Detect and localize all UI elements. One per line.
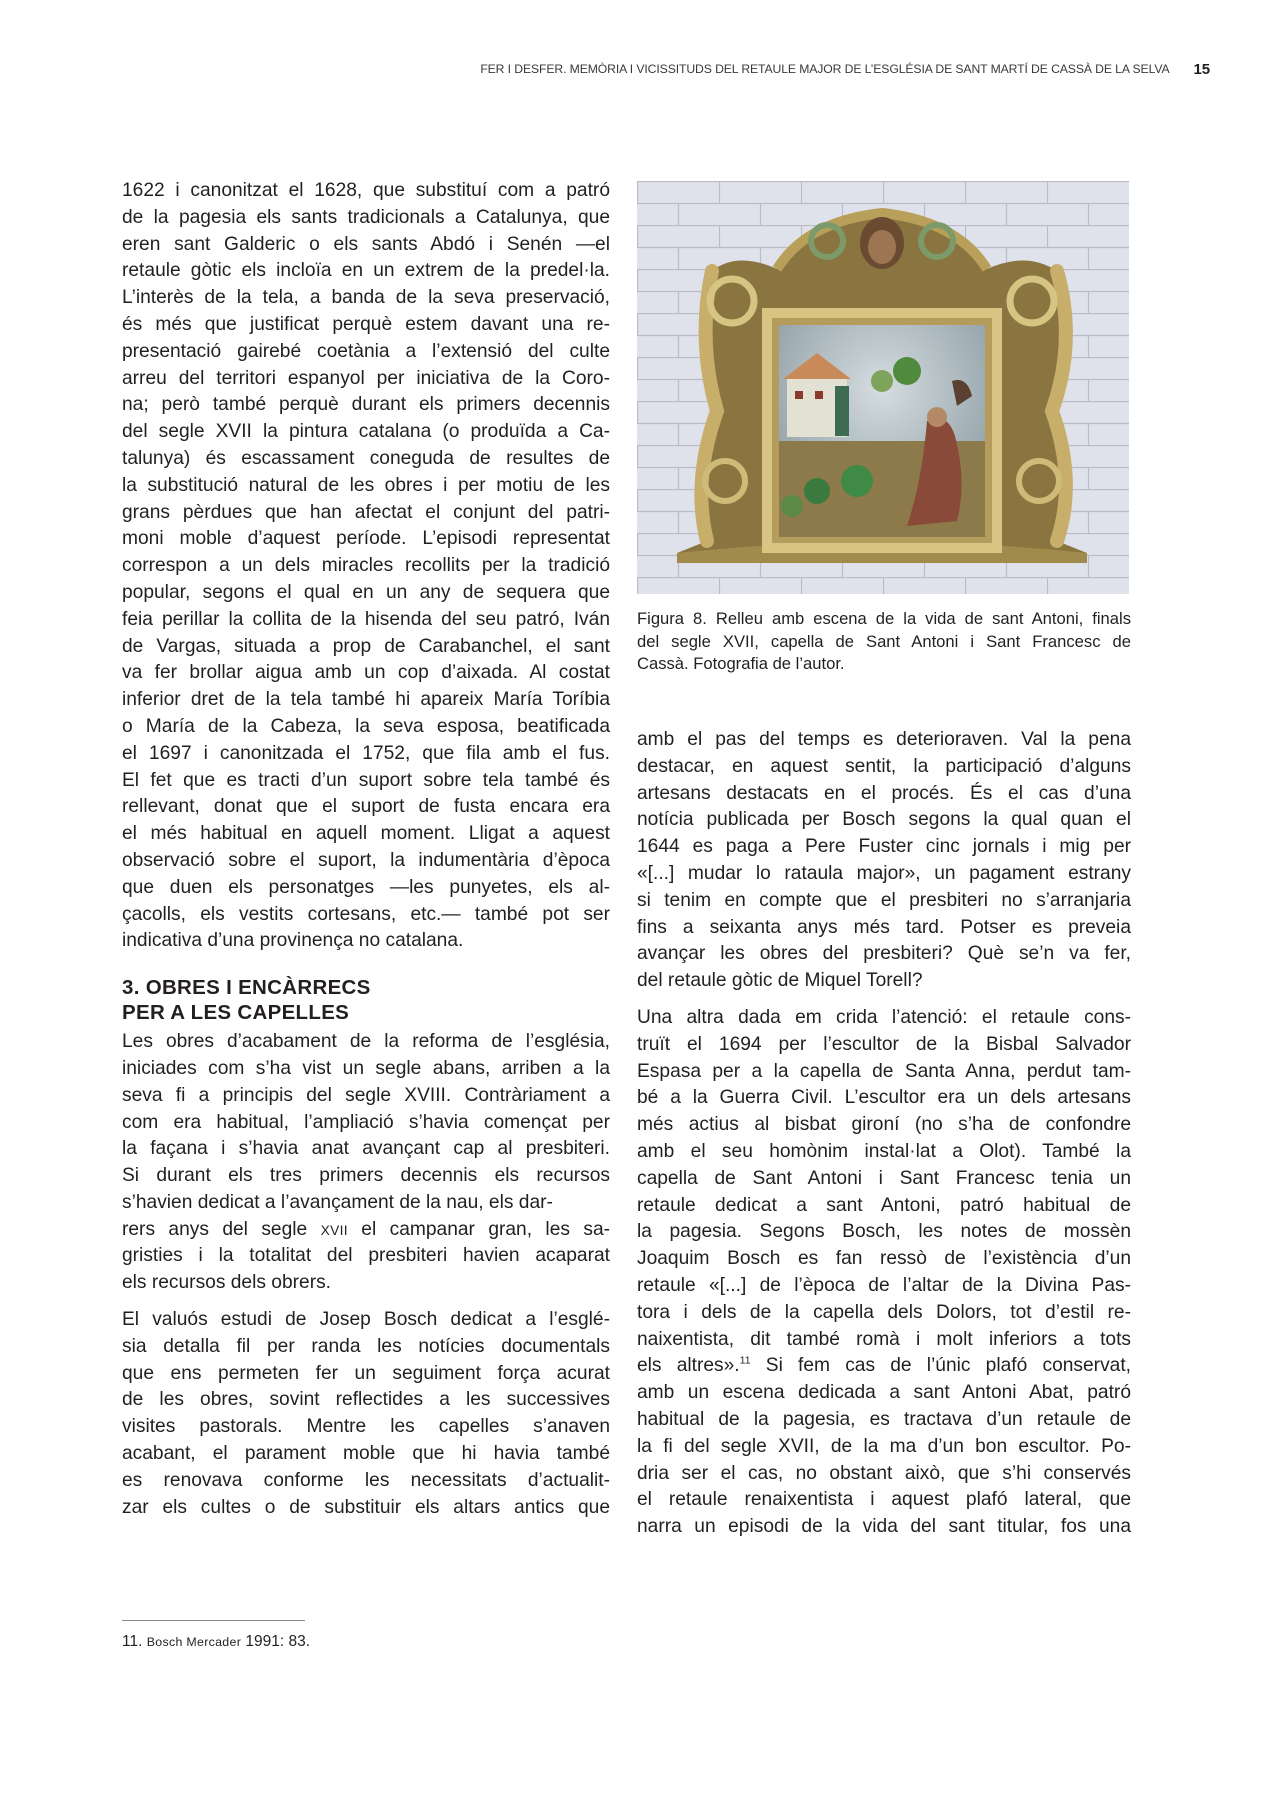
paragraph-line: zar els cultes o de substituir els altars antics que [122, 1496, 610, 1518]
footnote-11 [122, 1632, 310, 1652]
paragraph-line: del retaule gòtic de Miquel Torell? [637, 970, 923, 992]
paragraph-line: truït el 1694 per l’escultor de la Bisbal Salvador [637, 1033, 1131, 1055]
paragraph-line: de les obres, sovint reflectides a les successives [122, 1389, 610, 1411]
paragraph-line: que ens permeten fer un seguiment força acurat [122, 1362, 610, 1384]
paragraph-line [122, 1217, 610, 1244]
paragraph-line: Si durant els tres primers decennis els recursos [122, 1165, 610, 1187]
paragraph-line: amb el pas del temps es deterioraven. Val la pena [637, 729, 1131, 750]
page-number: 15 [1193, 60, 1210, 78]
paragraph-line: çacolls, els vestits cortesans, etc.— també pot ser [122, 903, 610, 925]
small-caps-century: XVII [320, 1221, 348, 1238]
paragraph-line: de Vargas, situada a prop de Carabanchel, el sant [122, 635, 610, 657]
paragraph-line: 1622 i canonitzat el 1628, que substituí com a patró [122, 180, 610, 201]
paragraph-line: seva fi a principis del segle XVIII. Contràriament a [122, 1084, 610, 1106]
paragraph [122, 1029, 610, 1297]
paragraph-line: més actius al bisbat gironí (no s’ha de confondre [637, 1114, 1131, 1136]
paragraph-line: El fet que es tracti d’un suport sobre tela també és [122, 769, 610, 791]
paragraph-line: eren sant Galderic o els sants Abdó i Senén —el [122, 233, 610, 255]
paragraph-line: moni moble d’aquest període. L’episodi representat [122, 528, 610, 550]
paragraph-line: el retaule renaixentista i aquest plafó lateral, que [637, 1489, 1131, 1511]
paragraph-line: amb un escena dedicada a sant Antoni Abat, patró [637, 1382, 1131, 1404]
paragraph-line: si tenim en compte que el presbiteri no s’arranjaria [637, 889, 1131, 911]
footnote-number: 11. [122, 1633, 147, 1650]
paragraph-line: indicativa d’una provinença no catalana. [122, 930, 464, 952]
paragraph-line: artesans destacats en el procés. És el cas d’una [637, 782, 1131, 804]
paragraph-line [637, 1353, 1131, 1380]
paragraph-line: del segle XVII la pintura catalana (o produïda a Ca- [122, 421, 610, 443]
text-run: els altres». [637, 1355, 740, 1377]
paragraph-line: na; però també perquè durant els primers decennis [122, 394, 610, 416]
relief-scene [779, 325, 985, 537]
paragraph-lines [637, 1005, 1131, 1353]
figure-caption [637, 608, 1131, 676]
relief-photo [637, 181, 1129, 594]
footnote-citation: 1991: 83. [241, 1633, 311, 1650]
paragraph-line: destacar, en aquest sentit, la participació d’alguns [637, 755, 1131, 777]
paragraph-line: avançar les obres del presbiteri? Què se’n va fer, [637, 943, 1131, 965]
paragraph [122, 1307, 610, 1521]
paragraph-line: que duen els personatges —les punyetes, els al- [122, 876, 610, 898]
section-heading [122, 975, 610, 1025]
paragraph-line: presentació gairebé coetània a l’extensió del culte [122, 340, 610, 362]
paragraph-line: visites pastorals. Mentre les capelles s’anaven [122, 1416, 610, 1438]
footnote-divider [122, 1620, 305, 1621]
paragraph-line: iniciades com s’ha vist un segle abans, arriben a la [122, 1057, 610, 1079]
section-heading-line: PER A LES CAPELLES [122, 1001, 350, 1025]
left-column [122, 178, 610, 1531]
paragraph-line: és més que justificat perquè estem davant una re- [122, 313, 610, 335]
paragraph-line: notícia publicada per Bosch segons la qual quan el [637, 809, 1131, 831]
paragraph-line: Una altra dada em crida l’atenció: el retaule cons- [637, 1006, 1131, 1028]
caption-line: del segle XVII, capella de Sant Antoni i Sant Francesc de [637, 631, 1131, 651]
text-run: Si fem cas de l’únic plafó conservat, [750, 1355, 1131, 1377]
paragraph-line: narra un episodi de la vida del sant titular, fos una [637, 1516, 1131, 1538]
paragraph-line: el més habitual en aquell moment. Lligat a aquest [122, 823, 610, 845]
paragraph-line: sia detalla fil per randa les notícies documentals [122, 1335, 610, 1357]
paragraph-line: Joaquim Bosch es fan ressò de l’existència d’un [637, 1248, 1131, 1270]
paragraph-line: retaule dedicat a sant Antoni, patró habitual de [637, 1194, 1131, 1216]
paragraph [637, 1005, 1131, 1541]
footnote-author: Bosch Mercader [146, 1635, 242, 1649]
paragraph-line: el 1697 i canonitzada el 1752, que fila amb el fus. [122, 742, 610, 764]
figure-8 [637, 181, 1131, 676]
paragraph-lines [122, 1029, 610, 1217]
paragraph-line: bé a la Guerra Civil. L’escultor era un dels artesans [637, 1087, 1131, 1109]
paragraph-line: es renovava conforme les necessitats d’actualit- [122, 1469, 610, 1491]
paragraph-line: «[...] mudar lo rataula major», un pagament estrany [637, 862, 1131, 884]
paragraph-line: El valuós estudi de Josep Bosch dedicat a l’esglé- [122, 1309, 610, 1331]
paragraph-line: correspon a un dels miracles recollits per la tradició [122, 555, 610, 577]
paragraph-line: retaule «[...] de l’època de l’altar de la Divina Pas- [637, 1274, 1131, 1296]
paragraph-lines [122, 1243, 610, 1297]
paragraph-line: la fi del segle XVII, de la ma d’un bon escultor. Po- [637, 1435, 1131, 1457]
paragraph-line: L’interès de la tela, a banda de la seva preservació, [122, 287, 610, 309]
paragraph-lines [637, 1380, 1131, 1541]
paragraph-line: acabant, el parament moble que hi havia també [122, 1443, 610, 1465]
paragraph-line: Les obres d’acabament de la reforma de l’església, [122, 1031, 610, 1053]
paragraph-line: talunya) és escassament coneguda de resultes de [122, 447, 610, 469]
paragraph-line: rellevant, donat que el suport de fusta encara era [122, 796, 610, 818]
paragraph-line: grans pèrdues que han afectat el conjunt del patri- [122, 501, 610, 523]
right-column [637, 727, 1131, 1551]
paragraph-line: fins a seixanta anys més tard. Potser es preveia [637, 916, 1131, 938]
footnote-reference[interactable]: 11 [739, 1354, 751, 1367]
section-heading-line: 3. OBRES I ENCÀRRECS [122, 976, 371, 1000]
running-header [440, 58, 1210, 80]
paragraph-line: naixentista, dit també romà i molt inferiors a tots [637, 1328, 1131, 1350]
paragraph-line: 1644 es paga a Pere Fuster cinc jornals i mig per [637, 836, 1131, 858]
paragraph-line: arreu del territori espanyol per iniciativa de la Coro- [122, 367, 610, 389]
paragraph [637, 727, 1131, 995]
paragraph-line: amb el seu homònim instal·lat a Olot). També la [637, 1140, 1131, 1162]
paragraph-line: com era habitual, l’ampliació s’havia començat per [122, 1111, 610, 1133]
paragraph-line: gristies i la totalitat del presbiteri havien acaparat [122, 1245, 610, 1267]
paragraph-line: va fer brollar aigua amb un cop d’aixada. Al costat [122, 662, 610, 684]
paragraph-line: de la pagesia els sants tradicionals a Catalunya, que [122, 206, 610, 228]
paragraph-line: popular, segons el qual en un any de sequera que [122, 581, 610, 603]
paragraph-line: inferior dret de la tela també hi apareix María Toríbia [122, 689, 610, 711]
paragraph-line: els recursos dels obrers. [122, 1272, 332, 1294]
paragraph-line: la façana i s’havia anat avançant cap al presbiteri. [122, 1138, 610, 1160]
paragraph-line: observació sobre el suport, la indumentària d’època [122, 849, 610, 871]
paragraph-line: feia perillar la collita de la hisenda del seu patró, Iván [122, 608, 610, 630]
paragraph-line: capella de Sant Antoni i Sant Francesc tenia un [637, 1167, 1131, 1189]
paragraph [122, 178, 610, 955]
paragraph-line: la pagesia. Segons Bosch, les notes de mossèn [637, 1221, 1131, 1243]
text-run: el campanar gran, les sa- [347, 1218, 611, 1240]
text-run: rers anys del segle [122, 1218, 321, 1240]
paragraph-line: habitual de la pagesia, es tractava d’un retaule de [637, 1408, 1131, 1430]
paragraph-line: s’havien dedicat a l’avançament de la nau, els dar- [122, 1191, 553, 1213]
paragraph-line: tora i dels de la capella dels Dolors, tot d’estil re- [637, 1301, 1131, 1323]
paragraph-line: la substitució natural de les obres i per motiu de les [122, 474, 610, 496]
caption-line: Cassà. Fotografia de l’autor. [637, 654, 845, 673]
running-title: FER I DESFER. MEMÒRIA I VICISSITUDS DEL RETAULE MAJOR DE L’ESGLÉSIA DE SANT MARTÍ DE CASSÀ DE LA SELVA [480, 62, 1170, 76]
caption-line: Figura 8. Relleu amb escena de la vida de sant Antoni, finals [637, 609, 1131, 628]
paragraph-line: o María de la Cabeza, la seva esposa, beatificada [122, 715, 610, 737]
paragraph-line: retaule gòtic els incloïa en un extrem de la predel·la. [122, 260, 610, 282]
paragraph-line: dria ser el cas, no obstant això, que s’hi conservés [637, 1462, 1131, 1484]
paragraph-line: Espasa per a la capella de Santa Anna, perdut tam- [637, 1060, 1131, 1082]
